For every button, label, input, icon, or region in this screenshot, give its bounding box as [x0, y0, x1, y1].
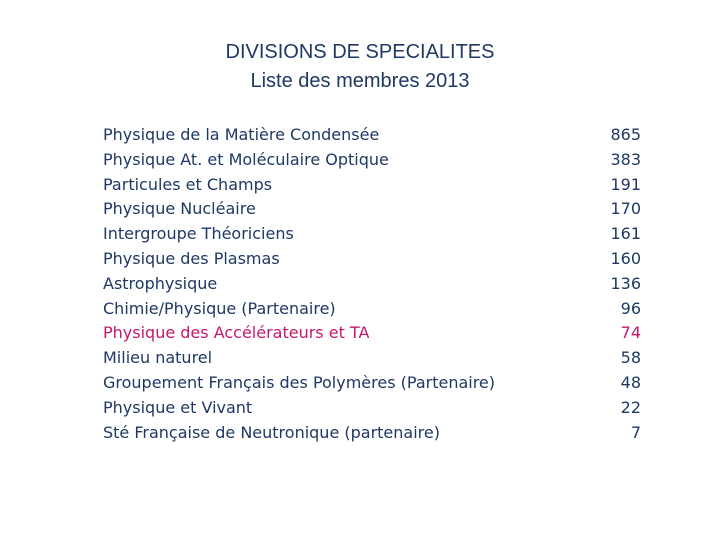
list-item — [103, 421, 641, 446]
division-name: Sté Française de Neutronique (partenaire) — [103, 422, 440, 442]
list-item-highlighted — [103, 321, 641, 346]
list-item — [103, 197, 641, 222]
division-name: Physique At. et Moléculaire Optique — [103, 149, 389, 169]
list-item — [103, 148, 641, 173]
division-name: Groupement Français des Polymères (Partenaire) — [103, 372, 496, 392]
member-count: 48 — [620, 372, 641, 392]
member-count: 7 — [630, 422, 641, 442]
member-count: 161 — [610, 224, 641, 244]
member-count: 865 — [610, 125, 641, 144]
list-item — [103, 396, 641, 421]
division-name: Physique de la Matière Condensée — [103, 125, 380, 144]
member-count: 22 — [620, 397, 641, 417]
division-name: Physique des Plasmas — [103, 248, 280, 268]
member-count: 136 — [610, 273, 641, 293]
division-name: Milieu naturel — [103, 348, 213, 368]
list-item — [103, 297, 641, 322]
page-subtitle: Liste des membres 2013 — [250, 70, 470, 92]
list-item — [103, 222, 641, 247]
page-title: DIVISIONS DE SPECIALITES — [225, 41, 495, 63]
member-count: 191 — [610, 174, 641, 194]
division-list — [103, 123, 641, 445]
member-count: 383 — [610, 149, 641, 169]
list-item — [103, 247, 641, 272]
member-count: 170 — [610, 199, 641, 219]
member-count: 96 — [620, 298, 641, 318]
list-item — [103, 272, 641, 297]
division-name: Intergroupe Théoriciens — [103, 224, 294, 244]
division-name: Physique et Vivant — [103, 397, 253, 417]
member-count: 74 — [620, 323, 641, 343]
division-name: Physique Nucléaire — [103, 199, 256, 219]
list-item — [103, 123, 641, 148]
title-block — [0, 38, 720, 96]
division-name: Physique des Accélérateurs et TA — [103, 323, 370, 343]
member-count: 58 — [620, 348, 641, 368]
division-name: Chimie/Physique (Partenaire) — [103, 298, 336, 318]
list-item — [103, 173, 641, 198]
division-name: Particules et Champs — [103, 174, 273, 194]
list-item — [103, 371, 641, 396]
member-count: 160 — [610, 248, 641, 268]
list-item — [103, 346, 641, 371]
division-name: Astrophysique — [103, 273, 218, 293]
